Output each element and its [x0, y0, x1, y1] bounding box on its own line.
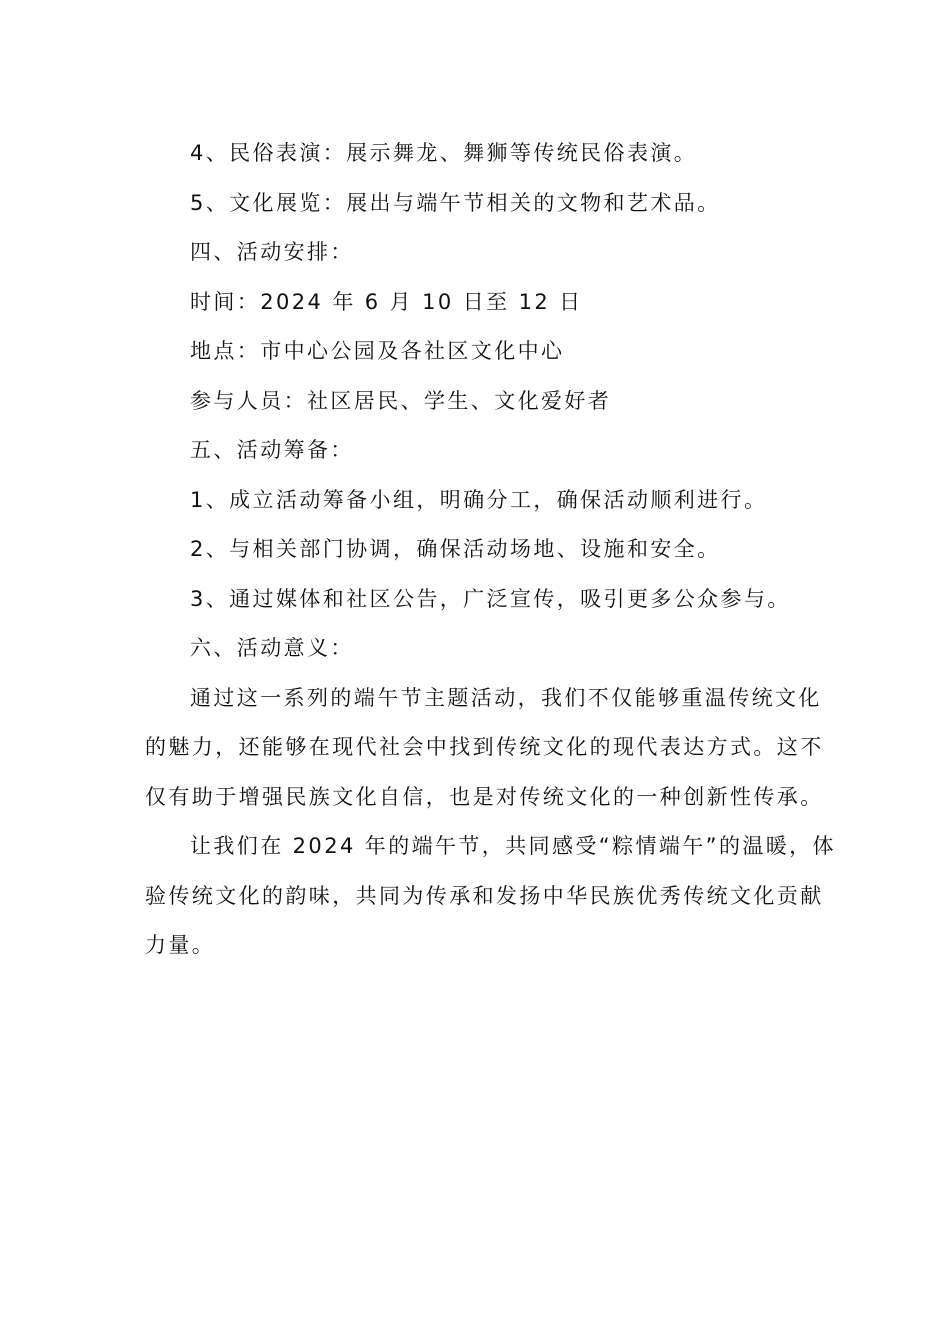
closing-line-2: 验传统文化的韵味，共同为传承和发扬中华民族优秀传统文化贡献: [145, 883, 824, 908]
item-cultural-exhibition: 5、文化展览：展出与端午节相关的文物和艺术品。: [190, 190, 721, 215]
significance-line-3: 仅有助于增强民族文化自信，也是对传统文化的一种创新性传承。: [145, 784, 824, 809]
section-heading-schedule: 四、活动安排：: [190, 240, 354, 264]
significance-line-1: 通过这一系列的端午节主题活动，我们不仅能够重温传统文化: [190, 685, 822, 710]
schedule-location: 地点：市中心公园及各社区文化中心: [190, 339, 565, 363]
prep-item-3: 3、通过媒体和社区公告，广泛宣传，吸引更多公众参与。: [190, 586, 791, 611]
closing-paragraph: [145, 822, 836, 971]
item-folk-performance: 4、民俗表演：展示舞龙、舞狮等传统民俗表演。: [190, 141, 698, 165]
schedule-participants: 参与人员：社区居民、学生、文化爱好者: [190, 388, 612, 413]
significance-line-2: 的魅力，还能够在现代社会中找到传统文化的现代表达方式。这不: [145, 735, 824, 759]
closing-line-3: 力量。: [145, 933, 216, 957]
prep-item-2: 2、与相关部门协调，确保活动场地、设施和安全。: [190, 537, 721, 561]
schedule-time: 时间：2024 年 6 月 10 日至 12 日: [190, 289, 583, 314]
closing-line-1: 让我们在 2024 年的端午节，共同感受“粽情端午”的温暖，体: [190, 834, 836, 858]
section-heading-preparation: 五、活动筹备：: [190, 438, 354, 462]
document-body: [145, 129, 836, 971]
prep-item-1: 1、成立活动筹备小组，明确分工，确保活动顺利进行。: [190, 487, 768, 512]
significance-paragraph: [145, 674, 824, 823]
section-heading-significance: 六、活动意义：: [190, 636, 354, 660]
